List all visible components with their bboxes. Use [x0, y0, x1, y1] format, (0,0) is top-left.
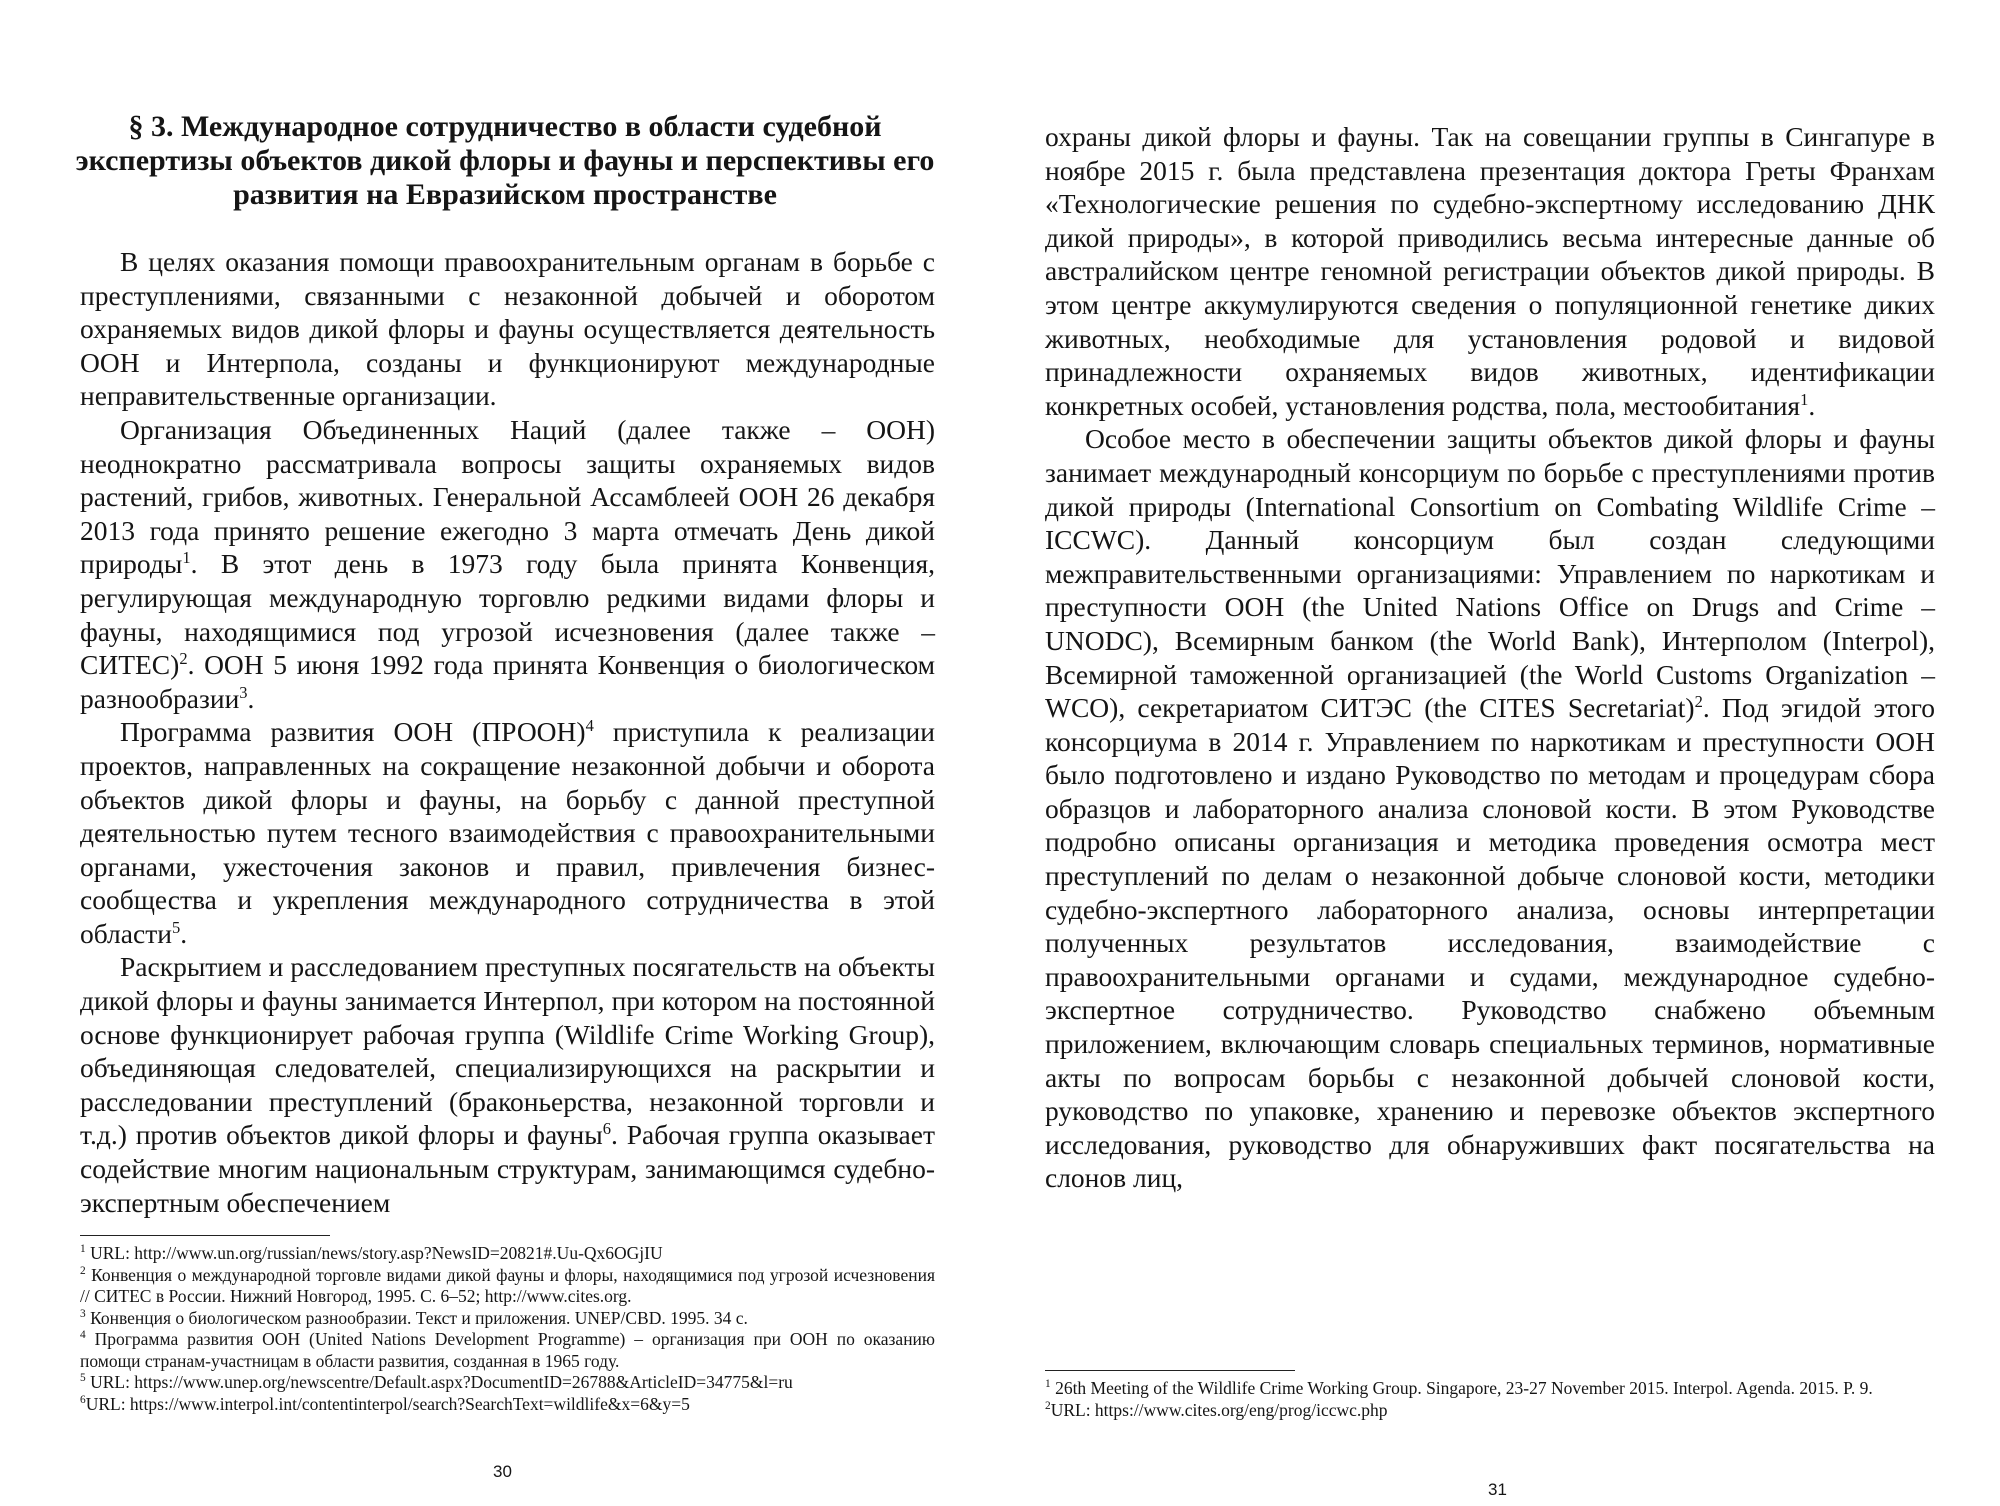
page-number: 30 — [493, 1462, 512, 1481]
footnote — [1045, 1400, 1935, 1422]
paragraph-text: приступила к реализации проектов, направленных на сокращение незаконной добычи и оборота объектов дикой флоры и фауны, на борьбу с данной преступной деятельностью путем тесного взаимодействия с правоохранительными органами, ужесточения законов и правил, привлечения бизнес-сообщества и укрепления международного сотрудничества в этой области — [80, 716, 935, 949]
heading-line: § 3. Международное сотрудничество в области судебной — [128, 110, 882, 143]
footnote-ref: 2 — [179, 648, 188, 668]
footnote-mark: 1 — [80, 1243, 86, 1256]
paragraph — [1045, 422, 1935, 1195]
footnote — [80, 1329, 935, 1372]
footnote-text: 26th Meeting of the Wildlife Crime Working Group. Singapore, 23-27 November 2015. Interpol. Agenda. 2015. P. 9. — [1050, 1378, 1873, 1398]
heading-line: развития на Евразийском пространстве — [233, 178, 777, 211]
footnote-ref: 6 — [602, 1119, 611, 1139]
footnote-ref: 5 — [171, 917, 181, 937]
paragraph-text: Программа развития ООН (ПРООН) — [120, 716, 586, 748]
right-page — [1000, 0, 2000, 1506]
footnote-divider — [1045, 1370, 1295, 1371]
footnote — [1045, 1378, 1935, 1400]
footnote-ref: 2 — [1694, 691, 1703, 711]
paragraph — [80, 950, 935, 1219]
footnote-mark: 3 — [80, 1307, 86, 1320]
footnote-text: Конвенция о биологическом разнообразии. Текст и приложения. UNEP/CBD. 1995. 34 с. — [85, 1307, 748, 1328]
paragraph-text: . Под эгидой этого консорциума в 2014 г. Управлением по наркотикам и преступности ООН было подготовлено и издано Руководство по методам и процедурам сбора образцов и лабораторного анализа слоновой кости. В этом Руководстве подробно описаны организация и методика проведения осмотра мест преступлений по делам о незаконной добыче слоновой кости, методики судебно-экспертного лабораторного анализа, основы интерпретации полученных результатов исследования, взаимодействие с правоохранительными органами и судами, международное судебно-экспертное сотрудничество. Руководство снабжено объемным приложением, включающим словарь специальных терминов, нормативные акты по вопросам борьбы с незаконной добычей слоновой кости, руководство по упаковке, хранению и перевозке объектов экспертного исследования, руководство для обнаруживших факт посягательства на слонов лиц, — [1045, 692, 1935, 1194]
paragraph — [80, 245, 935, 413]
section-heading — [70, 110, 940, 212]
paragraph-text: . — [247, 682, 255, 714]
footnote-ref: 1 — [1800, 389, 1809, 409]
footnote-text: Программа развития ООН (United Nations Development Programme) – организация при ООН по оказанию помощи странам-участницам в области развития, созданная в 1965 году. — [80, 1329, 935, 1371]
footnote-mark: 2 — [1045, 1399, 1051, 1412]
paragraph-text: охраны дикой флоры и фауны. Так на совещании группы в Сингапуре в ноябре 2015 г. была представлена презентация доктора Греты Франхам «Технологические решения по судебно-экспертному исследованию ДНК дикой природы», в которой приводились весьма интересные данные об австралийском центре геномной регистрации объектов дикой природы. В этом центре аккумулируются сведения о популяционной генетике диких животных, необходимые для установления родовой и видовой принадлежности охраняемых видов животных, идентификации конкретных особей, установления родства, пола, местообитания — [1045, 121, 1935, 421]
paragraph — [80, 413, 935, 715]
right-body-text — [1045, 120, 1935, 1195]
paragraph-text: Организация Объединенных Наций (далее также – ООН) неоднократно рассматривала вопросы защиты охраняемых видов растений, грибов, животных. Генеральной Ассамблеей ООН 26 декабря 2013 года принято решение ежегодно 3 марта отмечать День дикой природы — [80, 413, 935, 580]
paragraph — [80, 715, 935, 950]
paragraph — [1045, 120, 1935, 422]
left-footnotes — [80, 1243, 935, 1415]
paragraph-text: . В этот день в 1973 году была принята Конвенция, регулирующая международную торговлю редкими видами флоры и фауны, находящимися под угрозой исчезновения (далее также – СИТЕС) — [80, 548, 935, 681]
footnote-text: Конвенция о международной торговле видами дикой фауны и флоры, находящимися под угрозой исчезновения // СИТЕС в России. Нижний Новгород, 1995. С. 6–52; http://www.cites.org. — [80, 1264, 935, 1306]
footnote-text: URL: https://www.interpol.int/contentinterpol/search?SearchText=wildlife&x=6&y=5 — [85, 1393, 690, 1414]
footnote-text: URL: http://www.un.org/russian/news/story.asp?NewsID=20821#.Uu-Qx6OGjIU — [85, 1243, 663, 1263]
paragraph-text: Особое место в обеспечении защиты объектов дикой флоры и фауны занимает международный консорциум по борьбе с преступлениями против дикой природы (International Consortium on Combating Wildlife Crime – ICCWC). Данный консорциум был создан следующими межправительственными организациями: Управлением по наркотикам и преступности ООН (the United Nations Office on Drugs and Crime – UNODC), Всемирным банком (the World Bank), Интерполом (Interpol), Всемирной таможенной организацией (the World Customs Organization – WCO), секретариатом СИТЭС (the CITES Secretariat) — [1045, 423, 1935, 724]
paragraph-text: Раскрытием и расследованием преступных посягательств на объекты дикой флоры и фауны занимается Интерпол, при котором на постоянной основе функционирует рабочая группа (Wildlife Crime Working Group), объединяющая следователей, специализирующихся на раскрытии и расследовании преступлений (браконьерства, незаконной торговли и т.д.) против объектов дикой флоры и фауны — [80, 951, 935, 1151]
footnote-mark: 4 — [80, 1329, 86, 1342]
footnote-divider — [80, 1235, 330, 1236]
footnote-mark: 5 — [80, 1372, 86, 1385]
left-body-text — [80, 245, 935, 1219]
right-footnotes — [1045, 1378, 1935, 1421]
paragraph-text: . — [1808, 389, 1816, 421]
footnote — [80, 1372, 935, 1394]
footnote-ref: 1 — [182, 548, 191, 568]
footnote — [80, 1265, 935, 1308]
footnote — [80, 1308, 935, 1330]
footnote-mark: 1 — [1045, 1378, 1051, 1391]
footnote-ref: 4 — [585, 716, 594, 736]
paragraph-text: . ООН 5 июня 1992 года принята Конвенция о биологическом разнообразии — [80, 649, 935, 714]
footnote-mark: 2 — [80, 1264, 86, 1277]
footnote-ref: 3 — [239, 682, 248, 702]
heading-line: экспертизы объектов дикой флоры и фауны и перспективы его — [75, 144, 935, 177]
paragraph-text: . — [180, 917, 188, 949]
footnote — [80, 1243, 935, 1265]
page-number: 31 — [1488, 1480, 1507, 1499]
paragraph-text: В целях оказания помощи правоохранительным органам в борьбе с преступлениями, связанными с незаконной добычей и оборотом охраняемых видов дикой флоры и фауны осуществляется деятельность ООН и Интерпола, созданы и функционируют международные неправительственные организации. — [80, 246, 935, 412]
footnote-text: URL: https://www.cites.org/eng/prog/iccwc.php — [1050, 1399, 1388, 1420]
footnote-mark: 6 — [80, 1393, 86, 1406]
paragraph-text: . Рабочая группа оказывает содействие многим национальным структурам, занимающимся судебно-экспертным обеспечением — [80, 1119, 935, 1218]
footnote — [80, 1394, 935, 1416]
footnote-text: URL: https://www.unep.org/newscentre/Default.aspx?DocumentID=26788&ArticleID=34775&l=ru — [85, 1372, 793, 1392]
